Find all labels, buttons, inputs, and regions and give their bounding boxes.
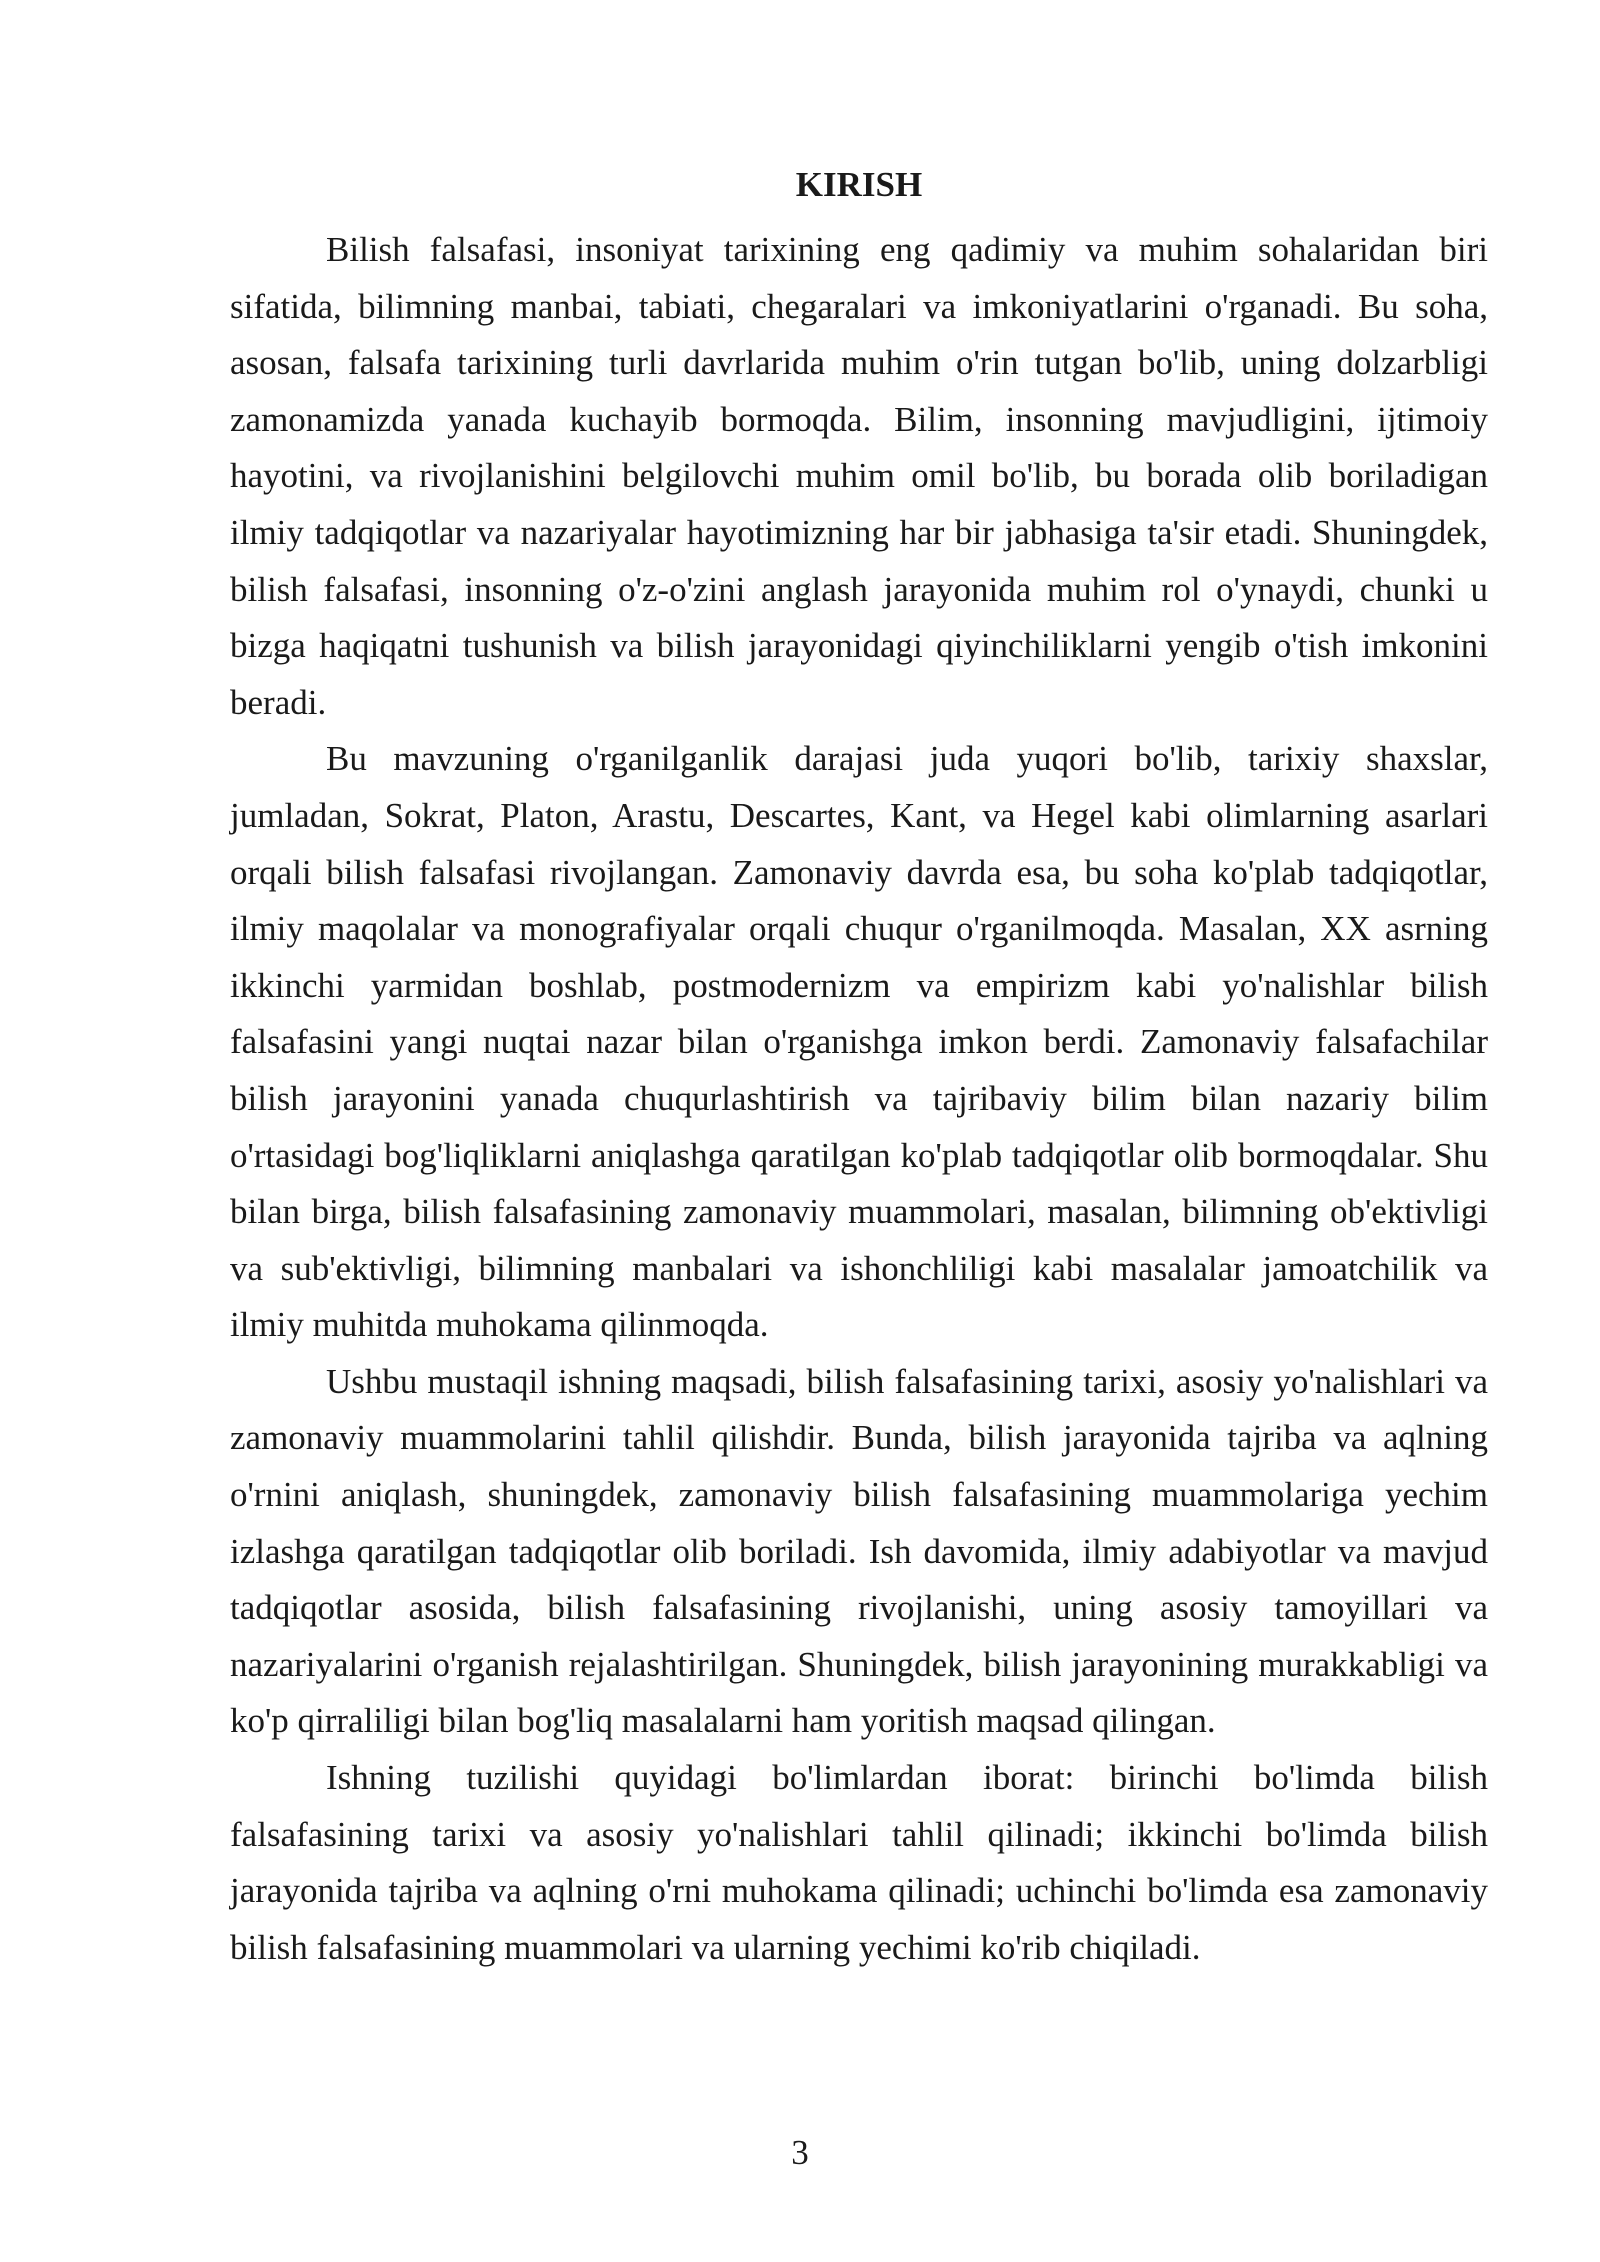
paragraph-4: Ishning tuzilishi quyidagi bo'limlardan iborat: birinchi bo'limda bilish falsafasining tarixi va asosiy yo'nalishlari tahlil qilinadi; ikkinchi bo'limda bilish jarayonida tajriba va aqlning o'rni muhokama qilinadi; uchinchi bo'limda esa zamonaviy bilish falsafasining muammolari va ularning yechimi ko'rib chiqiladi. — [230, 1758, 1488, 1967]
page-number: 3 — [791, 2133, 809, 2172]
paragraph-1: Bilish falsafasi, insoniyat tarixining eng qadimiy va muhim sohalaridan biri sifatida, bilimning manbai, tabiati, chegaralari va imkoniyatlarini o'rganadi. Bu soha, asosan, falsafa tarixining turli davrlarida muhim o'rin tutgan bo'lib, uning dolzarbligi zamonamizda yanada kuchayib bormoqda. Bilim, insonning mavjudligini, ijtimoiy hayotini, va rivojlanishini belgilovchi muhim omil bo'lib, bu borada olib boriladigan ilmiy tadqiqotlar va nazariyalar hayotimizning har bir jabhasiga ta'sir etadi. Shuningdek, bilish falsafasi, insonning o'z-o'zini anglash jarayonida muhim rol o'ynaydi, chunki u bizga haqiqatni tushunish va bilish jarayonidagi qiyinchiliklarni yengib o'tish imkonini beradi. — [230, 230, 1488, 722]
paragraph-2: Bu mavzuning o'rganilganlik darajasi juda yuqori bo'lib, tarixiy shaxslar, jumladan, Sokrat, Platon, Arastu, Descartes, Kant, va Hegel kabi olimlarning asarlari orqali bilish falsafasi rivojlangan. Zamonaviy davrda esa, bu soha ko'plab tadqiqotlar, ilmiy maqolalar va monografiyalar orqali chuqur o'rganilmoqda. Masalan, XX asrning ikkinchi yarmidan boshlab, postmodernizm va empirizm kabi yo'nalishlar bilish falsafasini yangi nuqtai nazar bilan o'rganishga imkon berdi. Zamonaviy falsafachilar bilish jarayonini yanada chuqurlashtirish va tajribaviy bilim bilan nazariy bilim o'rtasidagi bog'liqliklarni aniqlashga qaratilgan ko'plab tadqiqotlar olib bormoqdalar. Shu bilan birga, bilish falsafasining zamonaviy muammolari, masalan, bilimning ob'ektivligi va sub'ektivligi, bilimning manbalari va ishonchliligi kabi masalalar jamoatchilik va ilmiy muhitda muhokama qilinmoqda. — [230, 739, 1488, 1345]
page-title: KIRISH — [795, 165, 923, 204]
paragraph-3: Ushbu mustaqil ishning maqsadi, bilish falsafasining tarixi, asosiy yo'nalishlari va zamonaviy muammolarini tahlil qilishdir. Bunda, bilish jarayonida tajriba va aqlning o'rnini aniqlash, shuningdek, zamonaviy bilish falsafasining muammolariga yechim izlashga qaratilgan tadqiqotlar olib boriladi. Ish davomida, ilmiy adabiyotlar va mavjud tadqiqotlar asosida, bilish falsafasining rivojlanishi, uning asosiy tamoyillari va nazariyalarini o'rganish rejalashtirilgan. Shuningdek, bilish jarayonining murakkabligi va ko'p qirraliligi bilan bog'liq masalalarni ham yoritish maqsad qilingan. — [230, 1361, 1488, 1741]
page-content — [230, 160, 1488, 1976]
